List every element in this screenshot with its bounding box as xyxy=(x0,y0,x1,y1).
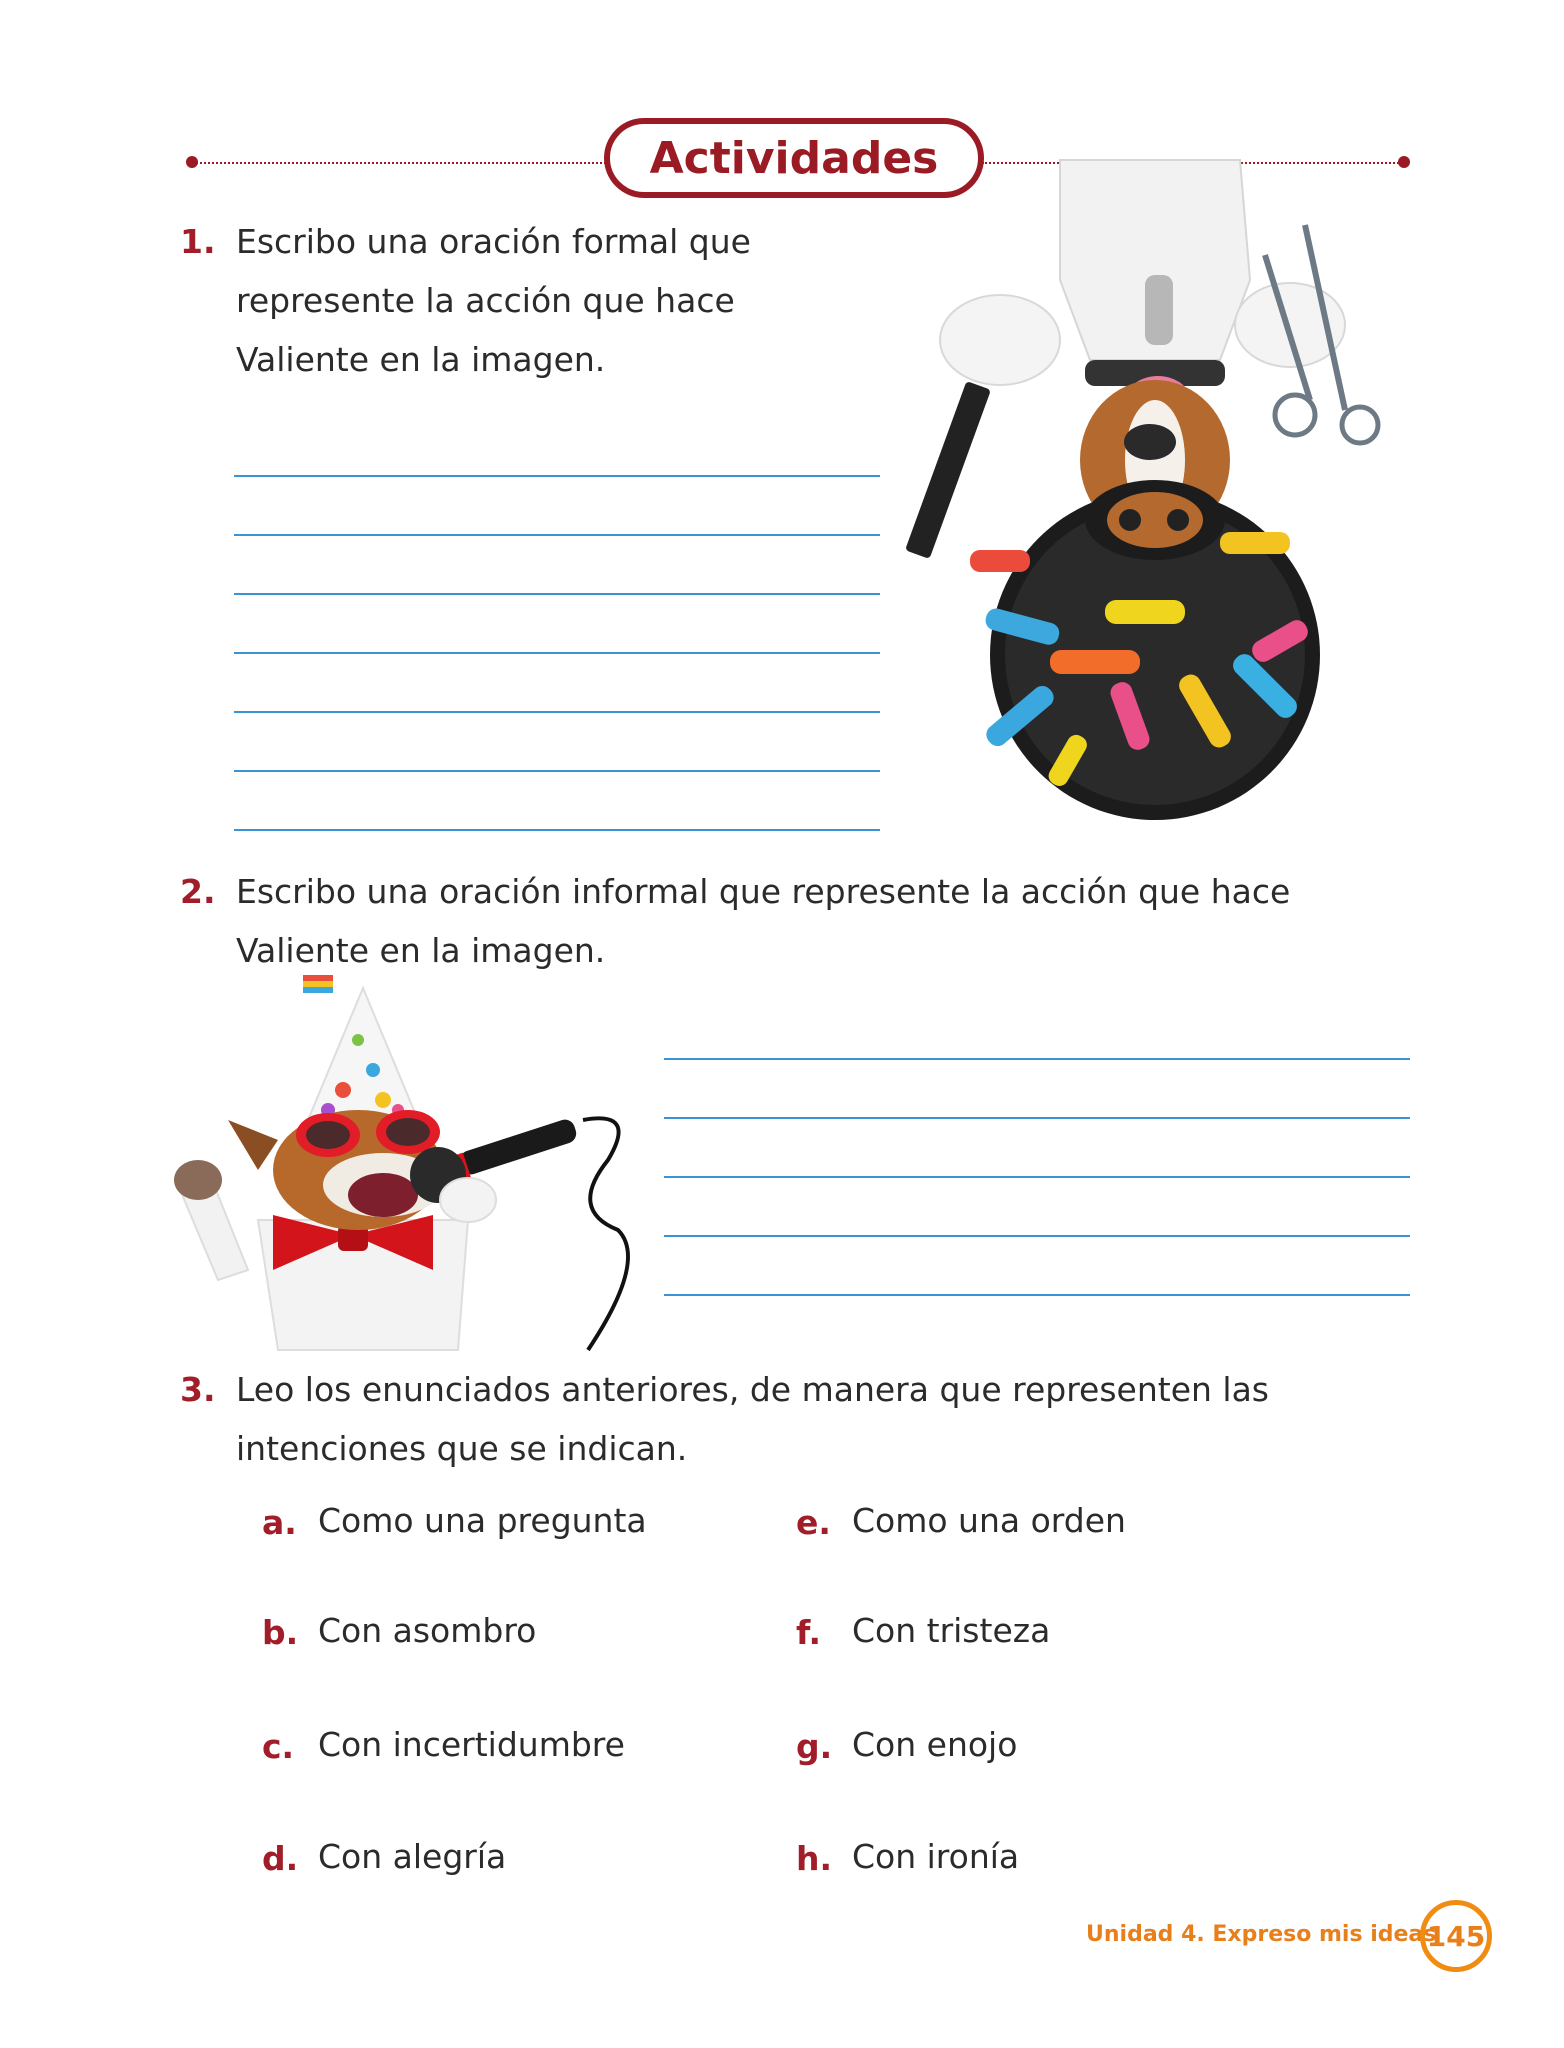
option-d-text: Con alegría xyxy=(318,1837,507,1876)
question-1-line-2: represente la acción que hace xyxy=(236,281,735,320)
option-g-text: Con enojo xyxy=(852,1725,1018,1764)
singing-dog-image xyxy=(168,970,648,1350)
question-2-line-2: Valiente en la imagen. xyxy=(236,931,606,970)
option-f-text: Con tristeza xyxy=(852,1611,1051,1650)
header-rule-dot-right xyxy=(1398,156,1410,168)
question-3-text xyxy=(236,1360,1269,1478)
dog-with-curlers-image xyxy=(920,160,1390,820)
option-e-letter: e. xyxy=(796,1503,831,1542)
question-3-line-1: Leo los enunciados anteriores, de manera que representen las xyxy=(236,1370,1269,1409)
option-g-letter: g. xyxy=(796,1727,833,1766)
option-d-letter: d. xyxy=(262,1839,299,1878)
question-1-number: 1. xyxy=(180,222,216,261)
question-1-line-1: Escribo una oración formal que xyxy=(236,222,751,261)
writing-line[interactable] xyxy=(234,829,880,831)
writing-line[interactable] xyxy=(664,1235,1410,1237)
question-2-number: 2. xyxy=(180,872,216,911)
option-e-text: Como una orden xyxy=(852,1501,1126,1540)
footer-unit-label: Unidad 4. Expreso mis ideas xyxy=(1086,1922,1437,1947)
writing-line[interactable] xyxy=(234,652,880,654)
option-h-text: Con ironía xyxy=(852,1837,1020,1876)
writing-line[interactable] xyxy=(234,593,880,595)
option-c-letter: c. xyxy=(262,1727,295,1766)
header-rule-dot-left xyxy=(186,156,198,168)
writing-line[interactable] xyxy=(234,475,880,477)
writing-line[interactable] xyxy=(664,1058,1410,1060)
page-number: 145 xyxy=(1426,1919,1486,1953)
option-a-letter: a. xyxy=(262,1503,297,1542)
writing-line[interactable] xyxy=(234,770,880,772)
page-number-badge xyxy=(1420,1900,1492,1972)
writing-line[interactable] xyxy=(234,534,880,536)
header-rule-left xyxy=(196,162,606,164)
option-c-text: Con incertidumbre xyxy=(318,1725,625,1764)
question-2-text xyxy=(236,862,1290,980)
option-b-text: Con asombro xyxy=(318,1611,537,1650)
option-a-text: Como una pregunta xyxy=(318,1501,647,1540)
question-1-text xyxy=(236,212,751,389)
writing-line[interactable] xyxy=(664,1176,1410,1178)
writing-line[interactable] xyxy=(664,1294,1410,1296)
question-3-number: 3. xyxy=(180,1370,216,1409)
question-3-line-2: intenciones que se indican. xyxy=(236,1429,688,1468)
option-h-letter: h. xyxy=(796,1839,833,1878)
question-1-line-3: Valiente en la imagen. xyxy=(236,340,606,379)
option-b-letter: b. xyxy=(262,1613,299,1652)
writing-line[interactable] xyxy=(664,1117,1410,1119)
writing-line[interactable] xyxy=(234,711,880,713)
question-2-line-1: Escribo una oración informal que represente la acción que hace xyxy=(236,872,1291,911)
section-title-text: Actividades xyxy=(649,132,939,184)
option-f-letter: f. xyxy=(796,1613,822,1652)
